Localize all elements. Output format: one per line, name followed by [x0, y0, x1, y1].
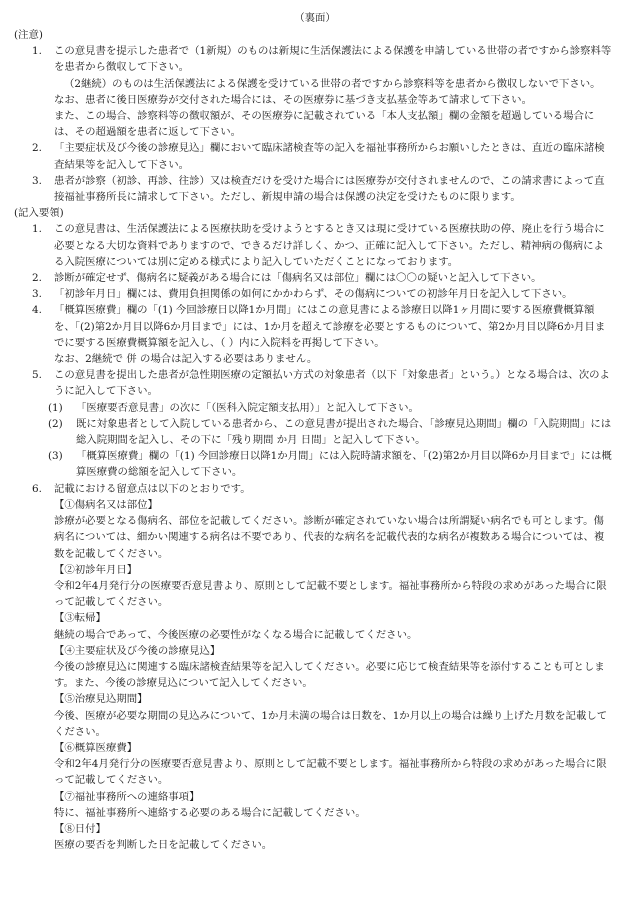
item-number: 5. [32, 369, 42, 382]
notes-item-3 [0, 173, 630, 205]
item-paragraph: なお、患者に後日医療券が交付された場合には、その医療券に基づき支払基金等あて請求して下さい。 [54, 93, 532, 106]
item-paragraph: この意見書を提出した患者が急性期医療の定額払い方式の対象患者（以下「対象患者」という。）となる場合は、次のように記入して下さい。 [54, 369, 610, 398]
guide-item-6 [0, 481, 630, 497]
item-paragraph: 「初診年月日」欄には、費用負担関係の如何にかかわらず、その傷病についての初診年月日を記入して下さい。 [54, 288, 573, 301]
subitem-number: (1) [48, 401, 63, 414]
point-label: 【①傷病名又は部位】 [54, 498, 158, 511]
guide-list [0, 221, 630, 496]
item-paragraph: 診断が確定せず、傷病名に疑義がある場合には「傷病名又は部位」欄には〇〇の疑いと記入して下さい。 [54, 272, 542, 285]
point-text: 特に、福祉事務所へ連絡する必要のある場合に記載してください。 [54, 806, 366, 819]
item-paragraph: 記載における留意点は以下のとおりです。 [54, 482, 251, 495]
notes-list [0, 43, 630, 205]
subitem-text: 既に対象患者として入院している患者から、この意見書が提出された場合、「診療見込期間」欄の「入院期間」には総入院期間を記入し、その下に「残り期間 か月 日間」と記入して下さい。 [76, 417, 612, 447]
item-number: 3. [32, 288, 42, 301]
subitem-text: 「医療要否意見書」の次に「（医科入院定額支払用）」と記入して下さい。 [76, 401, 419, 414]
point-text: 継続の場合であって、今後医療の必要性がなくなる場合に記載してください。 [54, 628, 418, 641]
point-label: 【⑥概算医療費】 [54, 741, 138, 754]
item-paragraph: 「概算医療費」欄の「(1) 今回診療日以降1か月間」にはこの意見書による診療日以降1ヶ月間に要する医療費概算額を、「(2)第2か月目以降6か月目まで」には、1か月を超えて診療を必要とするものについて、第2か月目以降6か月目までに要する医療費概算額を記入し、（ ）内に入院料を再掲して下さい。 [54, 304, 606, 349]
point-text: 令和2年4月発行分の医療要否意見書より、原則として記載不要とします。福祉事務所から特段の求めがあった場合に限って記載してください。 [54, 579, 607, 609]
notes-heading: (注意) [14, 29, 43, 41]
point-text: 今後の診療見込に関連する臨床諸検査結果等を記入してください。必要に応じて検査結果等を添付することも可とします。また、今後の診療見込について記入してください。 [54, 660, 605, 690]
item-number: 2. [32, 272, 42, 285]
point-label: 【④主要症状及び今後の診療見込】 [54, 644, 221, 657]
point-text: 医療の要否を判断した日を記載してください。 [54, 839, 273, 852]
item-number: 1. [32, 45, 42, 58]
guide-subitem-1 [0, 400, 630, 416]
item-number: 3. [32, 174, 42, 187]
point-text: 令和2年4月発行分の医療要否意見書より、原則として記載不要とします。福祉事務所から特段の求めがあった場合に限って記載してください。 [54, 758, 607, 787]
point-label: 【②初診年月日】 [54, 563, 138, 576]
subitem-number: (2) [48, 417, 63, 430]
subitem-text: 「概算医療費」欄の「(1) 今回診療日以降1か月間」には入院時請求額を、「(2)第2か月目以降6か月目まで」には概算医療費の総額を記入して下さい。 [76, 450, 612, 479]
point-label: 【⑧日付】 [54, 822, 106, 835]
item-paragraph: なお、2継続で 併 の場合は記入する必要はありません。 [54, 353, 318, 366]
guide-item-4 [0, 302, 630, 367]
notes-item-1 [0, 43, 630, 140]
point-text: 診療が必要となる傷病名、部位を記載してください。診断が確定されていない場合は所謂疑い病名でも可とします。傷病名については、細かい関連する病名は不要であり、代表的な病名を記載代表的な病名が複数ある場合については、複数を記載してください。 [54, 515, 605, 560]
item-number: 6. [32, 482, 42, 495]
points-list [0, 497, 630, 853]
item-paragraph: この意見書は、生活保護法による医療扶助を受けようとするとき又は現に受けている医療扶助の停、廃止を行う場合に必要となる大切な資料でありますので、できるだけ詳しく、かつ、正確に記入して下さい。ただし、精神病の傷病による入院医療については別に定める様式により記入していただくことになっております。 [54, 223, 605, 268]
item-paragraph: （2継続）のものは生活保護法による保護を受けている世帯の者ですから診察料等を患者から徴収しないで下さい。 [64, 77, 601, 90]
point-label: 【⑦福祉事務所への連絡事項】 [54, 790, 200, 803]
guide-item-1 [0, 221, 630, 270]
item-number: 1. [32, 223, 42, 236]
item-paragraph: この意見書を提示した患者で（1新規）のものは新規に生活保護法による保護を申請している世帯の者ですから診察料等を患者から徴収して下さい。 [54, 45, 612, 74]
item-paragraph: 「主要症状及び今後の診療見込」欄において臨床諸検査等の記入を福祉事務所からお願いしたときは、直近の臨床諸検査結果等を記入して下さい。 [54, 142, 605, 171]
point-label: 【③転帰】 [54, 612, 106, 625]
guide-subitem-3 [0, 448, 630, 480]
guide-item-3 [0, 286, 630, 302]
notes-item-2 [0, 140, 630, 172]
point-text: 今後、医療が必要な期間の見込みについて、1か月未満の場合は日数を、1か月以上の場合は繰り上げた月数を記載してください。 [54, 709, 608, 738]
point-label: 【⑤治療見込期間】 [54, 693, 148, 706]
subitem-number: (3) [48, 450, 63, 463]
guide-heading: (記入要領) [14, 207, 64, 220]
page-title: （裏面） [294, 12, 336, 24]
guide-item-5 [0, 367, 630, 399]
item-number: 2. [32, 142, 42, 155]
item-paragraph: また、この場合、診察料等の徴収額が、その医療券に記載されている「本人支払額」欄の金額を超過している場合には、その超過額を患者に返して下さい。 [54, 110, 595, 139]
guide-item-2 [0, 270, 630, 286]
item-paragraph: 患者が診察（初診、再診、往診）又は検査だけを受けた場合には医療券が交付されませんので、この請求書によって直接福祉事務所長に請求して下さい。ただし、新規申請の場合は保護の決定を受けたものに限ります。 [54, 174, 605, 204]
guide-subitem-2 [0, 416, 630, 448]
item-number: 4. [32, 304, 42, 317]
